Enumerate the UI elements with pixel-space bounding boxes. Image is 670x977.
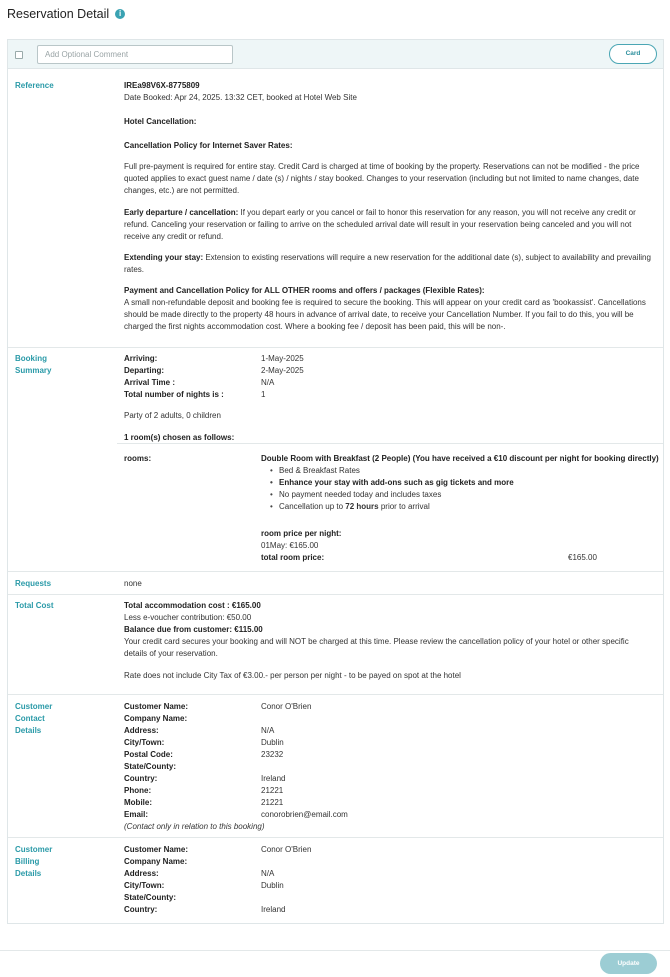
contact-postal-value: 23232: [261, 750, 284, 759]
price-per-night-label: room price per night:: [261, 529, 342, 538]
party-size: Party of 2 adults, 0 children: [124, 411, 221, 420]
divider: [8, 837, 663, 838]
list-item-tail: prior to arrival: [378, 502, 430, 511]
divider: [8, 594, 663, 595]
voucher-contribution: Less e-voucher contribution: €50.00: [124, 613, 252, 622]
billing-country-value: Ireland: [261, 905, 286, 914]
list-item: [270, 501, 514, 513]
info-icon[interactable]: i: [115, 9, 125, 19]
page-title-text: Reservation Detail: [7, 7, 110, 21]
balance-due: Balance due from customer: €115.00: [124, 625, 263, 634]
page-title: [7, 6, 125, 22]
contact-note: (Contact only in relation to this booking): [124, 822, 265, 831]
credit-card-note: Your credit card secures your booking and will NOT be charged at this time. Please review the cancellation policy of your hotel or other specific details of your reservation.: [124, 637, 629, 658]
contact-email-value: conorobrien@email.com: [261, 810, 348, 819]
contact-phone-label: Phone:: [124, 786, 152, 795]
nights-label: Total number of nights is :: [124, 390, 224, 399]
billing-state-label: State/County:: [124, 893, 176, 902]
extending-stay-policy: [124, 252, 654, 276]
total-room-price-value: €165.00: [568, 553, 597, 562]
optional-comment-input[interactable]: [37, 45, 233, 64]
billing-city-label: City/Town:: [124, 881, 165, 890]
internet-saver-policy-text: Full pre-payment is required for entire stay. Credit Card is charged at time of booking by the property. Reservations can not be modified - the price quoted applies to exact guest name / date (s) / nights / stay booked. Changes to your reservation (including but not limited to name changes, date changes, etc.) are not permitted.: [124, 162, 640, 195]
early-departure-policy: [124, 207, 654, 243]
contact-address-value: N/A: [261, 726, 275, 735]
price-per-night-value: 01May: €165.00: [261, 541, 319, 550]
early-departure-text: If you depart early or you cancel or fail to honor this reservation for any reason, you will not receive any credit or refund. Canceling your reservation or failing to arrive on the scheduled arrival date will result in your reservation being canceled and you will not receive any credit or refund.: [124, 208, 636, 241]
contact-email-label: Email:: [124, 810, 149, 819]
contact-country-value: Ireland: [261, 774, 286, 783]
list-item: • No payment needed today and includes taxes: [270, 489, 514, 501]
contact-company-label: Company Name:: [124, 714, 188, 723]
update-button[interactable]: Update: [600, 953, 657, 974]
arrival-time-value: N/A: [261, 378, 275, 387]
footer-divider: [0, 950, 670, 951]
contact-city-value: Dublin: [261, 738, 284, 747]
room-features-list: [270, 465, 514, 513]
billing-address-label: Address:: [124, 869, 159, 878]
contact-phone-value: 21221: [261, 786, 284, 795]
internet-saver-policy-title: Cancellation Policy for Internet Saver Rates:: [124, 141, 293, 150]
contact-city-label: City/Town:: [124, 738, 165, 747]
extending-stay-title: Extending your stay:: [124, 253, 204, 262]
date-booked: Date Booked: Apr 24, 2025. 13:32 CET, booked at Hotel Web Site: [124, 93, 357, 102]
arriving-value: 1-May-2025: [261, 354, 304, 363]
reference-code: IREa98V6X-8775809: [124, 81, 200, 90]
list-item-bold: 72 hours: [345, 502, 379, 511]
select-checkbox[interactable]: [15, 51, 23, 59]
requests-label: Requests: [15, 579, 52, 588]
divider: [8, 571, 663, 572]
reference-label: Reference: [15, 81, 54, 90]
billing-company-label: Company Name:: [124, 857, 188, 866]
comment-bar: [8, 40, 663, 69]
billing-address-value: N/A: [261, 869, 275, 878]
departing-label: Departing:: [124, 366, 164, 375]
billing-name-label: Customer Name:: [124, 845, 189, 854]
list-item: • Enhance your stay with add-ons such as gig tickets and more: [270, 477, 514, 489]
hotel-cancellation-heading: Hotel Cancellation:: [124, 117, 197, 126]
contact-mobile-value: 21221: [261, 798, 284, 807]
total-room-price-label: total room price:: [261, 553, 325, 562]
city-tax-note: Rate does not include City Tax of €3.00.- per person per night - to be payed on spot at the hotel: [124, 671, 461, 680]
contact-mobile-label: Mobile:: [124, 798, 152, 807]
customer-contact-label-1: Customer: [15, 702, 53, 711]
customer-billing-label-3: Details: [15, 869, 42, 878]
contact-name-label: Customer Name:: [124, 702, 189, 711]
room-title: Double Room with Breakfast (2 People) (You have received a €10 discount per night for booking directly): [261, 454, 659, 463]
departing-value: 2-May-2025: [261, 366, 304, 375]
list-item: • Bed & Breakfast Rates: [270, 465, 514, 477]
rooms-label: rooms:: [124, 454, 152, 463]
customer-billing-label-1: Customer: [15, 845, 53, 854]
customer-contact-label-3: Details: [15, 726, 42, 735]
arriving-label: Arriving:: [124, 354, 158, 363]
contact-postal-label: Postal Code:: [124, 750, 173, 759]
customer-contact-label-2: Contact: [15, 714, 45, 723]
divider: [117, 443, 663, 444]
billing-city-value: Dublin: [261, 881, 284, 890]
flexible-rates-text: A small non-refundable deposit and booking fee is required to secure the booking. This will appear on your credit card as 'bookassist'. Cancellations should be made directly to the property 48 hours in advance of arrival date, to receive your Cancellation Number. If you fail to do this, you will be charged the first nights accommodation cost. Where a booking fee / deposit has been paid, this will be non-.: [124, 298, 646, 331]
arrival-time-label: Arrival Time :: [124, 378, 175, 387]
contact-name-value: Conor O'Brien: [261, 702, 312, 711]
contact-address-label: Address:: [124, 726, 159, 735]
early-departure-title: Early departure / cancellation:: [124, 208, 239, 217]
list-item-text: Cancellation up to: [279, 502, 346, 511]
contact-state-label: State/County:: [124, 762, 176, 771]
total-cost-label: Total Cost: [15, 601, 54, 610]
booking-summary-label-2: Summary: [15, 366, 52, 375]
divider: [8, 347, 663, 348]
flexible-rates-title: Payment and Cancellation Policy for ALL OTHER rooms and offers / packages (Flexible Rates):: [124, 286, 485, 295]
contact-country-label: Country:: [124, 774, 158, 783]
rooms-chosen-heading: 1 room(s) chosen as follows:: [124, 433, 235, 442]
billing-country-label: Country:: [124, 905, 158, 914]
booking-summary-label-1: Booking: [15, 354, 47, 363]
card-button[interactable]: Card: [609, 44, 657, 64]
customer-billing-label-2: Billing: [15, 857, 40, 866]
nights-value: 1: [261, 390, 266, 399]
requests-value: none: [124, 579, 142, 588]
accommodation-cost: Total accommodation cost : €165.00: [124, 601, 261, 610]
reservation-panel: [7, 39, 664, 924]
billing-name-value: Conor O'Brien: [261, 845, 312, 854]
extending-stay-text: Extension to existing reservations will require a new reservation for the additional date (s), subject to availability and prevailing rates.: [124, 253, 651, 274]
divider: [8, 694, 663, 695]
